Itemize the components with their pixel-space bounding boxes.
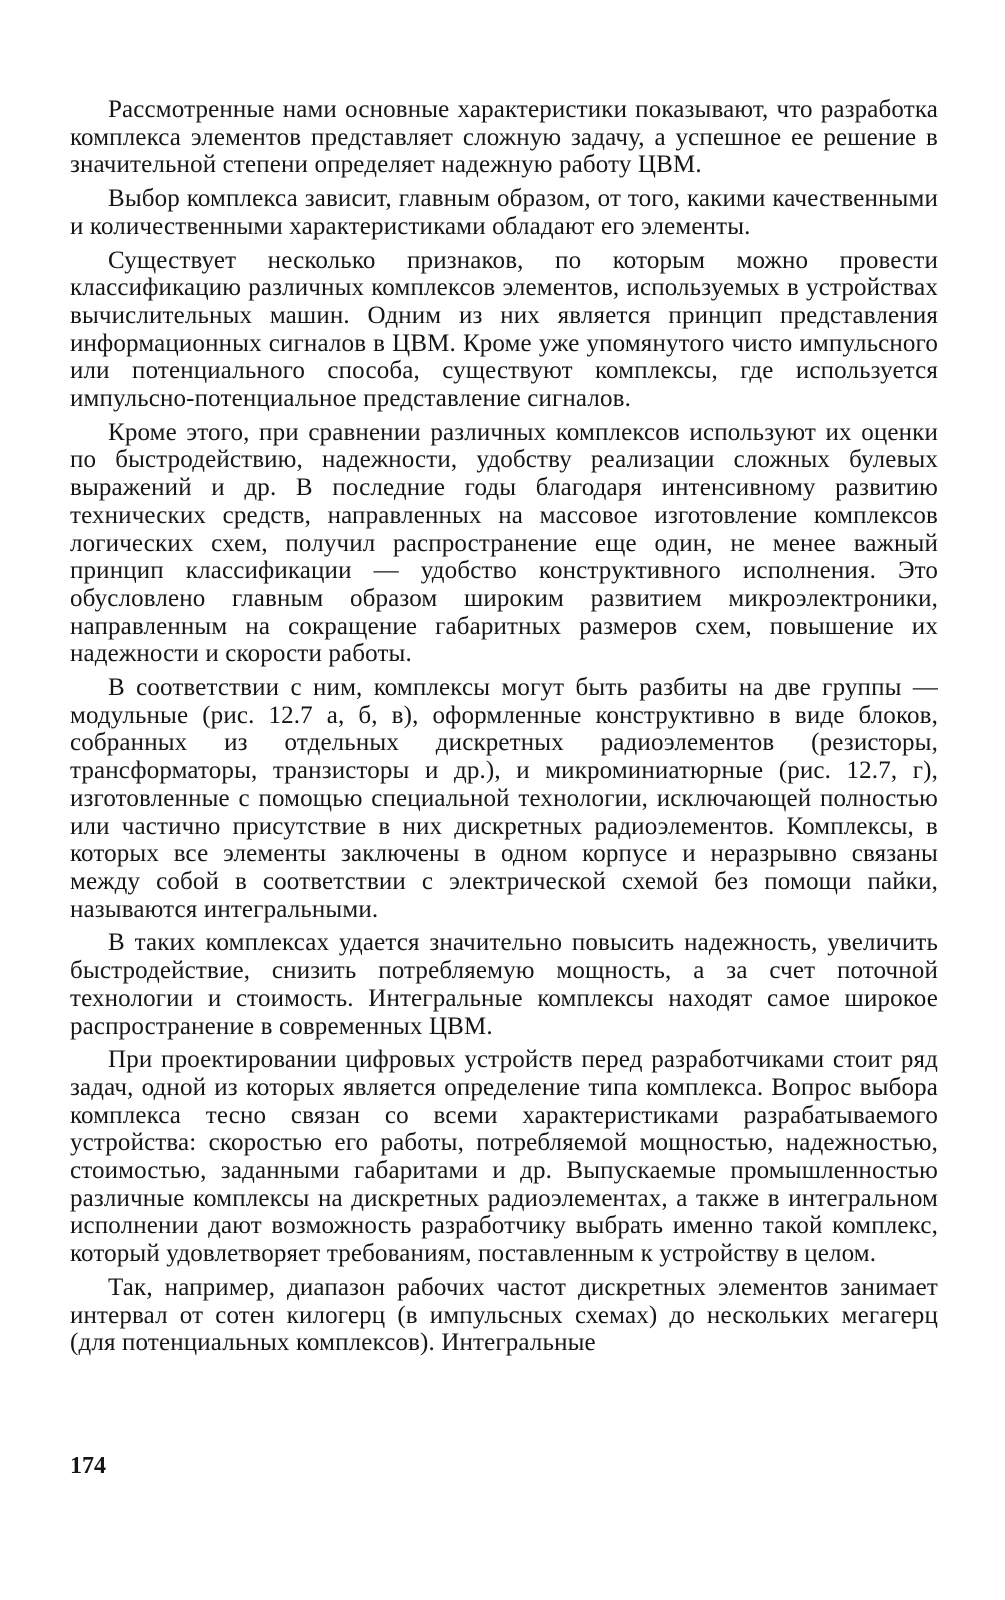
paragraph-6: В таких комплексах удается значительно повысить надежность, увеличить быстродействие, снизить потребляемую мощность, а за счет поточной технологии и стоимость. Интегральные комплексы находят самое широкое распространение в современных ЦВМ. [70,929,938,1040]
paragraph-7: При проектировании цифровых устройств перед разработчиками стоит ряд задач, одной из которых является определение типа комплекса. Вопрос выбора комплекса тесно связан со всеми характеристиками разрабатываемого устройства: скоростью его работы, потребляемой мощностью, надежностью, стоимостью, заданными габаритами и др. Выпускаемые промышленностью различные комплексы на дискретных радиоэлементах, а также в интегральном исполнении дают возможность разработчику выбрать именно такой комплекс, который удовлетворяет требованиям, поставленным к устройству в целом. [70,1046,938,1268]
page-body [70,96,938,1363]
paragraph-3: Существует несколько признаков, по которым можно провести классификацию различных комплексов элементов, используемых в устройствах вычислительных машин. Одним из них является принцип представления информационных сигналов в ЦВМ. Кроме уже упомянутого чисто импульсного или потенциального способа, существуют комплексы, где используется импульсно-потенциальное представление сигналов. [70,246,938,413]
page-number: 174 [70,1453,106,1479]
paragraph-5: В соответствии с ним, комплексы могут быть разбиты на две группы — модульные (рис. 12.7 а, б, в), оформленные конструктивно в виде блоков, собранных из отдельных дискретных радиоэлементов (резисторы, трансформаторы, транзисторы и др.), и микроминиатюрные (рис. 12.7, г), изготовленные с помощью специальной технологии, исключающей полностью или частично присутствие в них дискретных радиоэлементов. Комплексы, в которых все элементы заключены в одном корпусе и неразрывно связаны между собой в соответствии с электрической схемой без помощи пайки, называются интегральными. [70,674,938,923]
paragraph-1: Рассмотренные нами основные характеристики показывают, что разработка комплекса элементов представляет сложную задачу, а успешное ее решение в значительной степени определяет надежную работу ЦВМ. [70,96,938,179]
paragraph-4: Кроме этого, при сравнении различных комплексов используют их оценки по быстродействию, надежности, удобству реализации сложных булевых выражений и др. В последние годы благодаря интенсивному развитию технических средств, направленных на массовое изготовление комплексов логических схем, получил распространение еще один, не менее важный принцип классификации — удобство конструктивного исполнения. Это обусловлено главным образом широким развитием микроэлектроники, направленным на сокращение габаритных размеров схем, повышение их надежности и скорости работы. [70,418,938,668]
paragraph-8: Так, например, диапазон рабочих частот дискретных элементов занимает интервал от сотен килогерц (в импульсных схемах) до нескольких мегагерц (для потенциальных комплексов). Интегральные [70,1273,938,1357]
paragraph-2: Выбор комплекса зависит, главным образом, от того, какими качественными и количественными характеристиками обладают его элементы. [70,185,938,240]
